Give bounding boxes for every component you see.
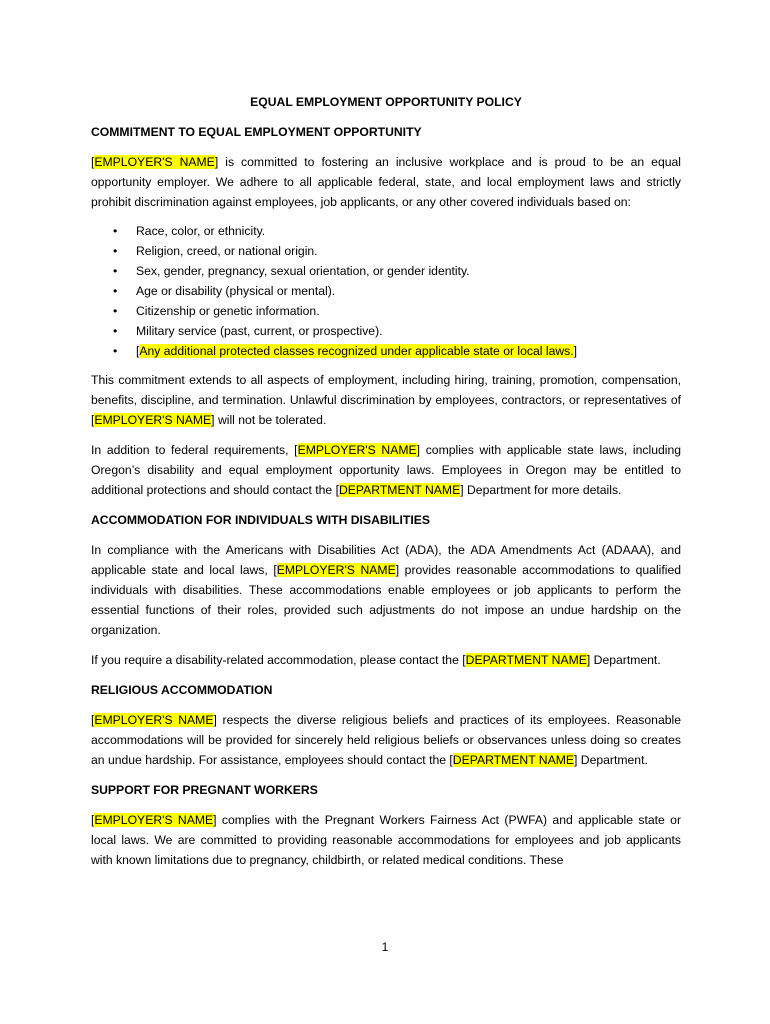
additional-classes-placeholder: Any additional protected classes recognized under applicable state or local laws.	[139, 344, 574, 358]
pregnant-paragraph-1: [EMPLOYER'S NAME] complies with the Pregnant Workers Fairness Act (PWFA) and applicable state or local laws. We are committed to providing reasonable accommodations for employees and job applicants with known limitations due to pregnancy, childbirth, or related medical conditions. These	[91, 813, 681, 867]
bullet-icon: •	[113, 264, 118, 278]
document-title: EQUAL EMPLOYMENT OPPORTUNITY POLICY	[250, 95, 522, 109]
employer-name-placeholder: EMPLOYER'S NAME	[276, 563, 396, 577]
list-item: • Religion, creed, or national origin.	[91, 241, 681, 261]
employer-name-placeholder: EMPLOYER'S NAME	[94, 155, 215, 169]
section-heading-disabilities: ACCOMMODATION FOR INDIVIDUALS WITH DISABILITIES	[91, 513, 430, 527]
list-item: • Age or disability (physical or mental).	[91, 281, 681, 301]
bullet-icon: •	[113, 224, 118, 238]
bullet-icon: •	[113, 284, 118, 298]
section-heading-pregnant: SUPPORT FOR PREGNANT WORKERS	[91, 783, 318, 797]
bullet-icon: •	[113, 244, 118, 258]
commitment-paragraph-1: [EMPLOYER'S NAME] is committed to fostering an inclusive workplace and is proud to be an equal opportunity employer. We adhere to all applicable federal, state, and local employment laws and strictly prohibit discrimination against employees, job applicants, or any other covered individuals based on:	[91, 155, 682, 209]
list-item: • Sex, gender, pregnancy, sexual orientation, or gender identity.	[91, 261, 681, 281]
list-item: • [Any additional protected classes recognized under applicable state or local laws.]	[91, 341, 681, 361]
bullet-icon: •	[113, 344, 118, 358]
section-heading-commitment: COMMITMENT TO EQUAL EMPLOYMENT OPPORTUNITY	[91, 125, 422, 139]
department-name-placeholder: DEPARTMENT NAME	[339, 483, 461, 497]
employer-name-placeholder: EMPLOYER'S NAME	[94, 413, 212, 427]
disabilities-paragraph-1: In compliance with the Americans with Disabilities Act (ADA), the ADA Amendments Act (ADAAA), and applicable state and local laws, [EMPLOYER'S NAME] provides reasonable accommodations to qualified individuals with disabilities. These accommodations enable employees or job applicants to perform the essential functions of their roles, provided such adjustments do not impose an undue hardship on the organization.	[91, 543, 682, 637]
list-item: • Military service (past, current, or prospective).	[91, 321, 681, 341]
section-heading-religious: RELIGIOUS ACCOMMODATION	[91, 683, 273, 697]
commitment-paragraph-2: This commitment extends to all aspects of employment, including hiring, training, promotion, compensation, benefits, discipline, and termination. Unlawful discrimination by employees, contractors, or representatives of [EMPLOYER'S NAME] will not be tolerated.	[91, 373, 681, 427]
list-item: • Race, color, or ethnicity.	[91, 221, 681, 241]
protected-classes-list	[91, 221, 681, 361]
bullet-icon: •	[113, 304, 118, 318]
page-number: 1	[381, 940, 389, 954]
religious-paragraph-1: [EMPLOYER'S NAME] respects the diverse religious beliefs and practices of its employees. Reasonable accommodations will be provided for sincerely held religious beliefs or observances unless doing so creates an undue hardship. For assistance, employees should contact the [DEPARTMENT NAME] Department.	[91, 713, 681, 767]
paragraph-text: is committed to fostering an inclusive workplace and is proud to be an equal opportunity employer. We adhere to all applicable federal, state, and local employment laws and strictly prohibit discrimination against employees, job applicants, or any other covered individuals based on:	[91, 155, 682, 209]
department-name-placeholder: DEPARTMENT NAME	[465, 653, 587, 667]
employer-name-placeholder: EMPLOYER'S NAME	[94, 713, 214, 727]
employer-name-placeholder: EMPLOYER'S NAME	[297, 443, 417, 457]
bullet-icon: •	[113, 324, 118, 338]
document-page	[91, 92, 681, 880]
employer-name-placeholder: EMPLOYER'S NAME	[94, 813, 214, 827]
commitment-paragraph-3: In addition to federal requirements, [EMPLOYER'S NAME] complies with applicable state laws, including Oregon’s disability and equal employment opportunity laws. Employees in Oregon may be entitled to additional protections and should contact the [DEPARTMENT NAME] Department for more details.	[91, 443, 682, 497]
department-name-placeholder: DEPARTMENT NAME	[452, 753, 575, 767]
list-item: • Citizenship or genetic information.	[91, 301, 681, 321]
disabilities-paragraph-2: If you require a disability-related accommodation, please contact the [DEPARTMENT NAME] Department.	[91, 653, 661, 667]
